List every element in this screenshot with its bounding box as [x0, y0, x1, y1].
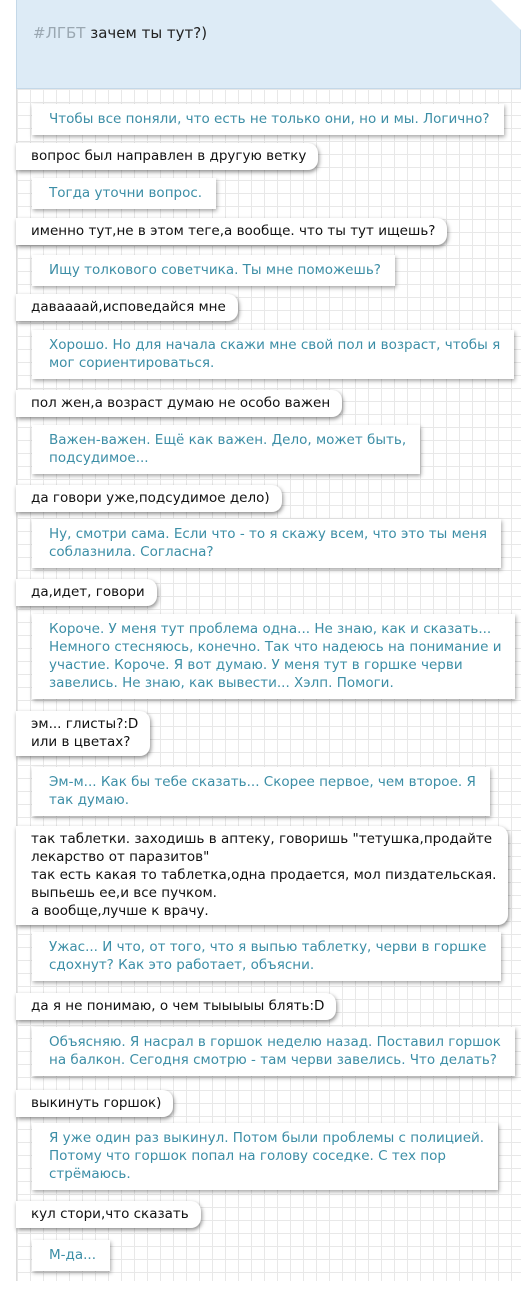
- bot-message: Тогда уточни вопрос.: [32, 178, 216, 209]
- user-message: да я не понимаю, о чем тыыыыы блять:D: [16, 993, 336, 1020]
- user-message: именно тут,не в этом теге,а вообще. что ты тут ищешь?: [16, 218, 447, 245]
- bot-message: Эм-м... Как бы тебе сказать... Скорее первое, чем второе. Я так думаю.: [32, 767, 490, 816]
- user-message: даваааай,исповедайся мне: [16, 294, 238, 321]
- hashtag[interactable]: #ЛГБТ: [33, 24, 86, 42]
- post-title: [33, 24, 207, 42]
- user-message: да говори уже,подсудимое дело): [16, 485, 282, 512]
- bot-message: М-да...: [32, 1240, 110, 1271]
- user-message: вопрос был направлен в другую ветку: [16, 143, 318, 170]
- post-header: [16, 0, 521, 89]
- user-message: эм... глисты?:D или в цветах?: [16, 711, 150, 756]
- bot-message: Хорошо. Но для начала скажи мне свой пол и возраст, чтобы я мог сориентироваться.: [32, 330, 514, 379]
- user-message: пол жен,а возраст думаю не особо важен: [16, 390, 342, 417]
- user-message: выкинуть горшок): [16, 1090, 173, 1117]
- bot-message: Объясняю. Я насрал в горшок неделю назад. Поставил горшок на балкон. Сегодня смотрю - там черви завелись. Что делать?: [32, 1027, 515, 1076]
- user-message: да,идет, говори: [16, 579, 157, 606]
- user-message: кул стори,что сказать: [16, 1201, 201, 1228]
- bot-message: Я уже один раз выкинул. Потом были проблемы с полицией. Потому что горшок попал на голову соседке. С тех пор стрёмаюсь.: [32, 1123, 498, 1190]
- bot-message: Короче. У меня тут проблема одна... Не знаю, как и сказать... Немного стесняюсь, конечно. Так что надеюсь на понимание и участие. Короче. Я вот думаю. У меня тут в горшке черви завелись. Не знаю, как вывести... Хэлп. Помоги.: [32, 614, 515, 699]
- bot-message: Ищу толкового советчика. Ты мне поможешь?: [32, 255, 395, 286]
- bot-message: Ужас... И что, от того, что я выпью таблетку, черви в горшке сдохнут? Как это работает, объясни.: [32, 932, 501, 981]
- bot-message: Ну, смотри сама. Если что - то я скажу всем, что это ты меня соблазнила. Согласна?: [32, 519, 501, 568]
- corner-fold: [491, 0, 521, 30]
- title-text: зачем ты тут?): [90, 24, 208, 42]
- user-message: так таблетки. заходишь в аптеку, говоришь "тетушка,продайте лекарство от паразитов" так есть какая то таблетка,одна продается, мол пиздательская. выпьешь ее,и все пучком. а вообще,лучше к врачу.: [16, 826, 508, 925]
- bot-message: Чтобы все поняли, что есть не только они, но и мы. Логично?: [32, 104, 504, 135]
- bot-message: Важен-важен. Ещё как важен. Дело, может быть, подсудимое...: [32, 425, 420, 474]
